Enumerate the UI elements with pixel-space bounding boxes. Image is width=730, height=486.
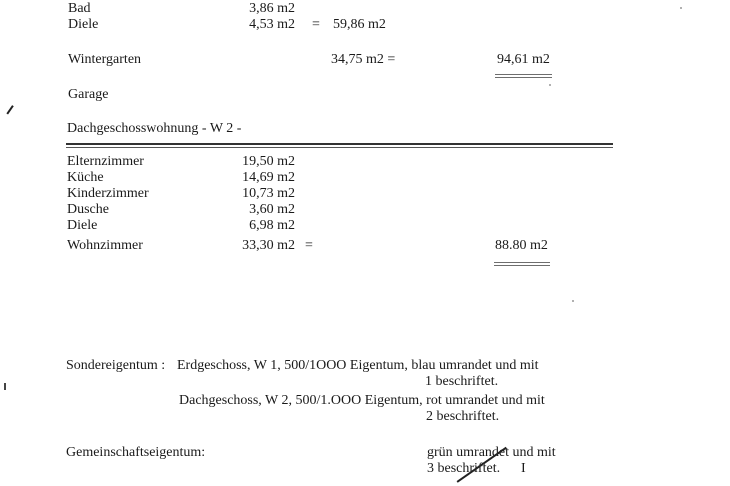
room-area: 14,69 m2 bbox=[242, 170, 295, 185]
w1-total: 94,61 m2 bbox=[497, 52, 550, 67]
section-divider bbox=[66, 143, 613, 148]
w2-total: 88.80 m2 bbox=[495, 238, 548, 253]
room-area: 3,60 m2 bbox=[249, 202, 295, 217]
gemeinschaftseigentum-line-2: 3 beschriftet. bbox=[427, 461, 501, 476]
sondereigentum-line-1-cont: 1 beschriftet. bbox=[425, 374, 499, 389]
room-name: Elternzimmer bbox=[67, 154, 144, 169]
sondereigentum-line-1: Erdgeschoss, W 1, 500/1OOO Eigentum, blau umrandet und mit bbox=[177, 358, 539, 373]
gemeinschaftseigentum-label: Gemeinschaftseigentum: bbox=[66, 445, 206, 460]
room-name: Diele bbox=[67, 218, 98, 233]
scan-mark bbox=[6, 105, 13, 114]
section-heading: Dachgeschosswohnung - W 2 - bbox=[67, 121, 242, 136]
wintergarten-area: 34,75 m2 = bbox=[331, 52, 396, 67]
total-double-underline bbox=[494, 262, 550, 266]
room-name: Bad bbox=[68, 1, 91, 16]
room-name: Dusche bbox=[67, 202, 109, 217]
sondereigentum-line-2: Dachgeschoss, W 2, 500/1.OOO Eigentum, rot umrandet und mit bbox=[179, 393, 545, 408]
gemeinschaftseigentum-line-1: grün umrandet und mit bbox=[427, 445, 556, 460]
room-area: 6,98 m2 bbox=[249, 218, 295, 233]
scan-speck bbox=[572, 300, 574, 302]
scan-speck bbox=[549, 84, 551, 86]
equals-sign: = bbox=[312, 17, 320, 32]
margin-mark: I bbox=[521, 461, 526, 476]
wintergarten-label: Wintergarten bbox=[68, 52, 142, 67]
room-name: Kinderzimmer bbox=[67, 186, 149, 201]
sondereigentum-label: Sondereigentum : bbox=[66, 358, 166, 373]
sondereigentum-line-2-cont: 2 beschriftet. bbox=[426, 409, 500, 424]
room-area: 3,86 m2 bbox=[249, 1, 295, 16]
room-area: 19,50 m2 bbox=[242, 154, 295, 169]
total-double-underline bbox=[495, 74, 552, 78]
scan-speck bbox=[680, 7, 682, 9]
room-name: Wohnzimmer bbox=[67, 238, 143, 253]
room-name: Küche bbox=[67, 170, 104, 185]
subtotal-value: 59,86 m2 bbox=[333, 17, 386, 32]
room-area: 33,30 m2 bbox=[242, 238, 295, 253]
equals-sign: = bbox=[305, 238, 313, 253]
room-area: 4,53 m2 bbox=[249, 17, 295, 32]
garage-label: Garage bbox=[68, 87, 109, 102]
scan-mark bbox=[4, 383, 6, 390]
room-area: 10,73 m2 bbox=[242, 186, 295, 201]
room-name: Diele bbox=[68, 17, 99, 32]
